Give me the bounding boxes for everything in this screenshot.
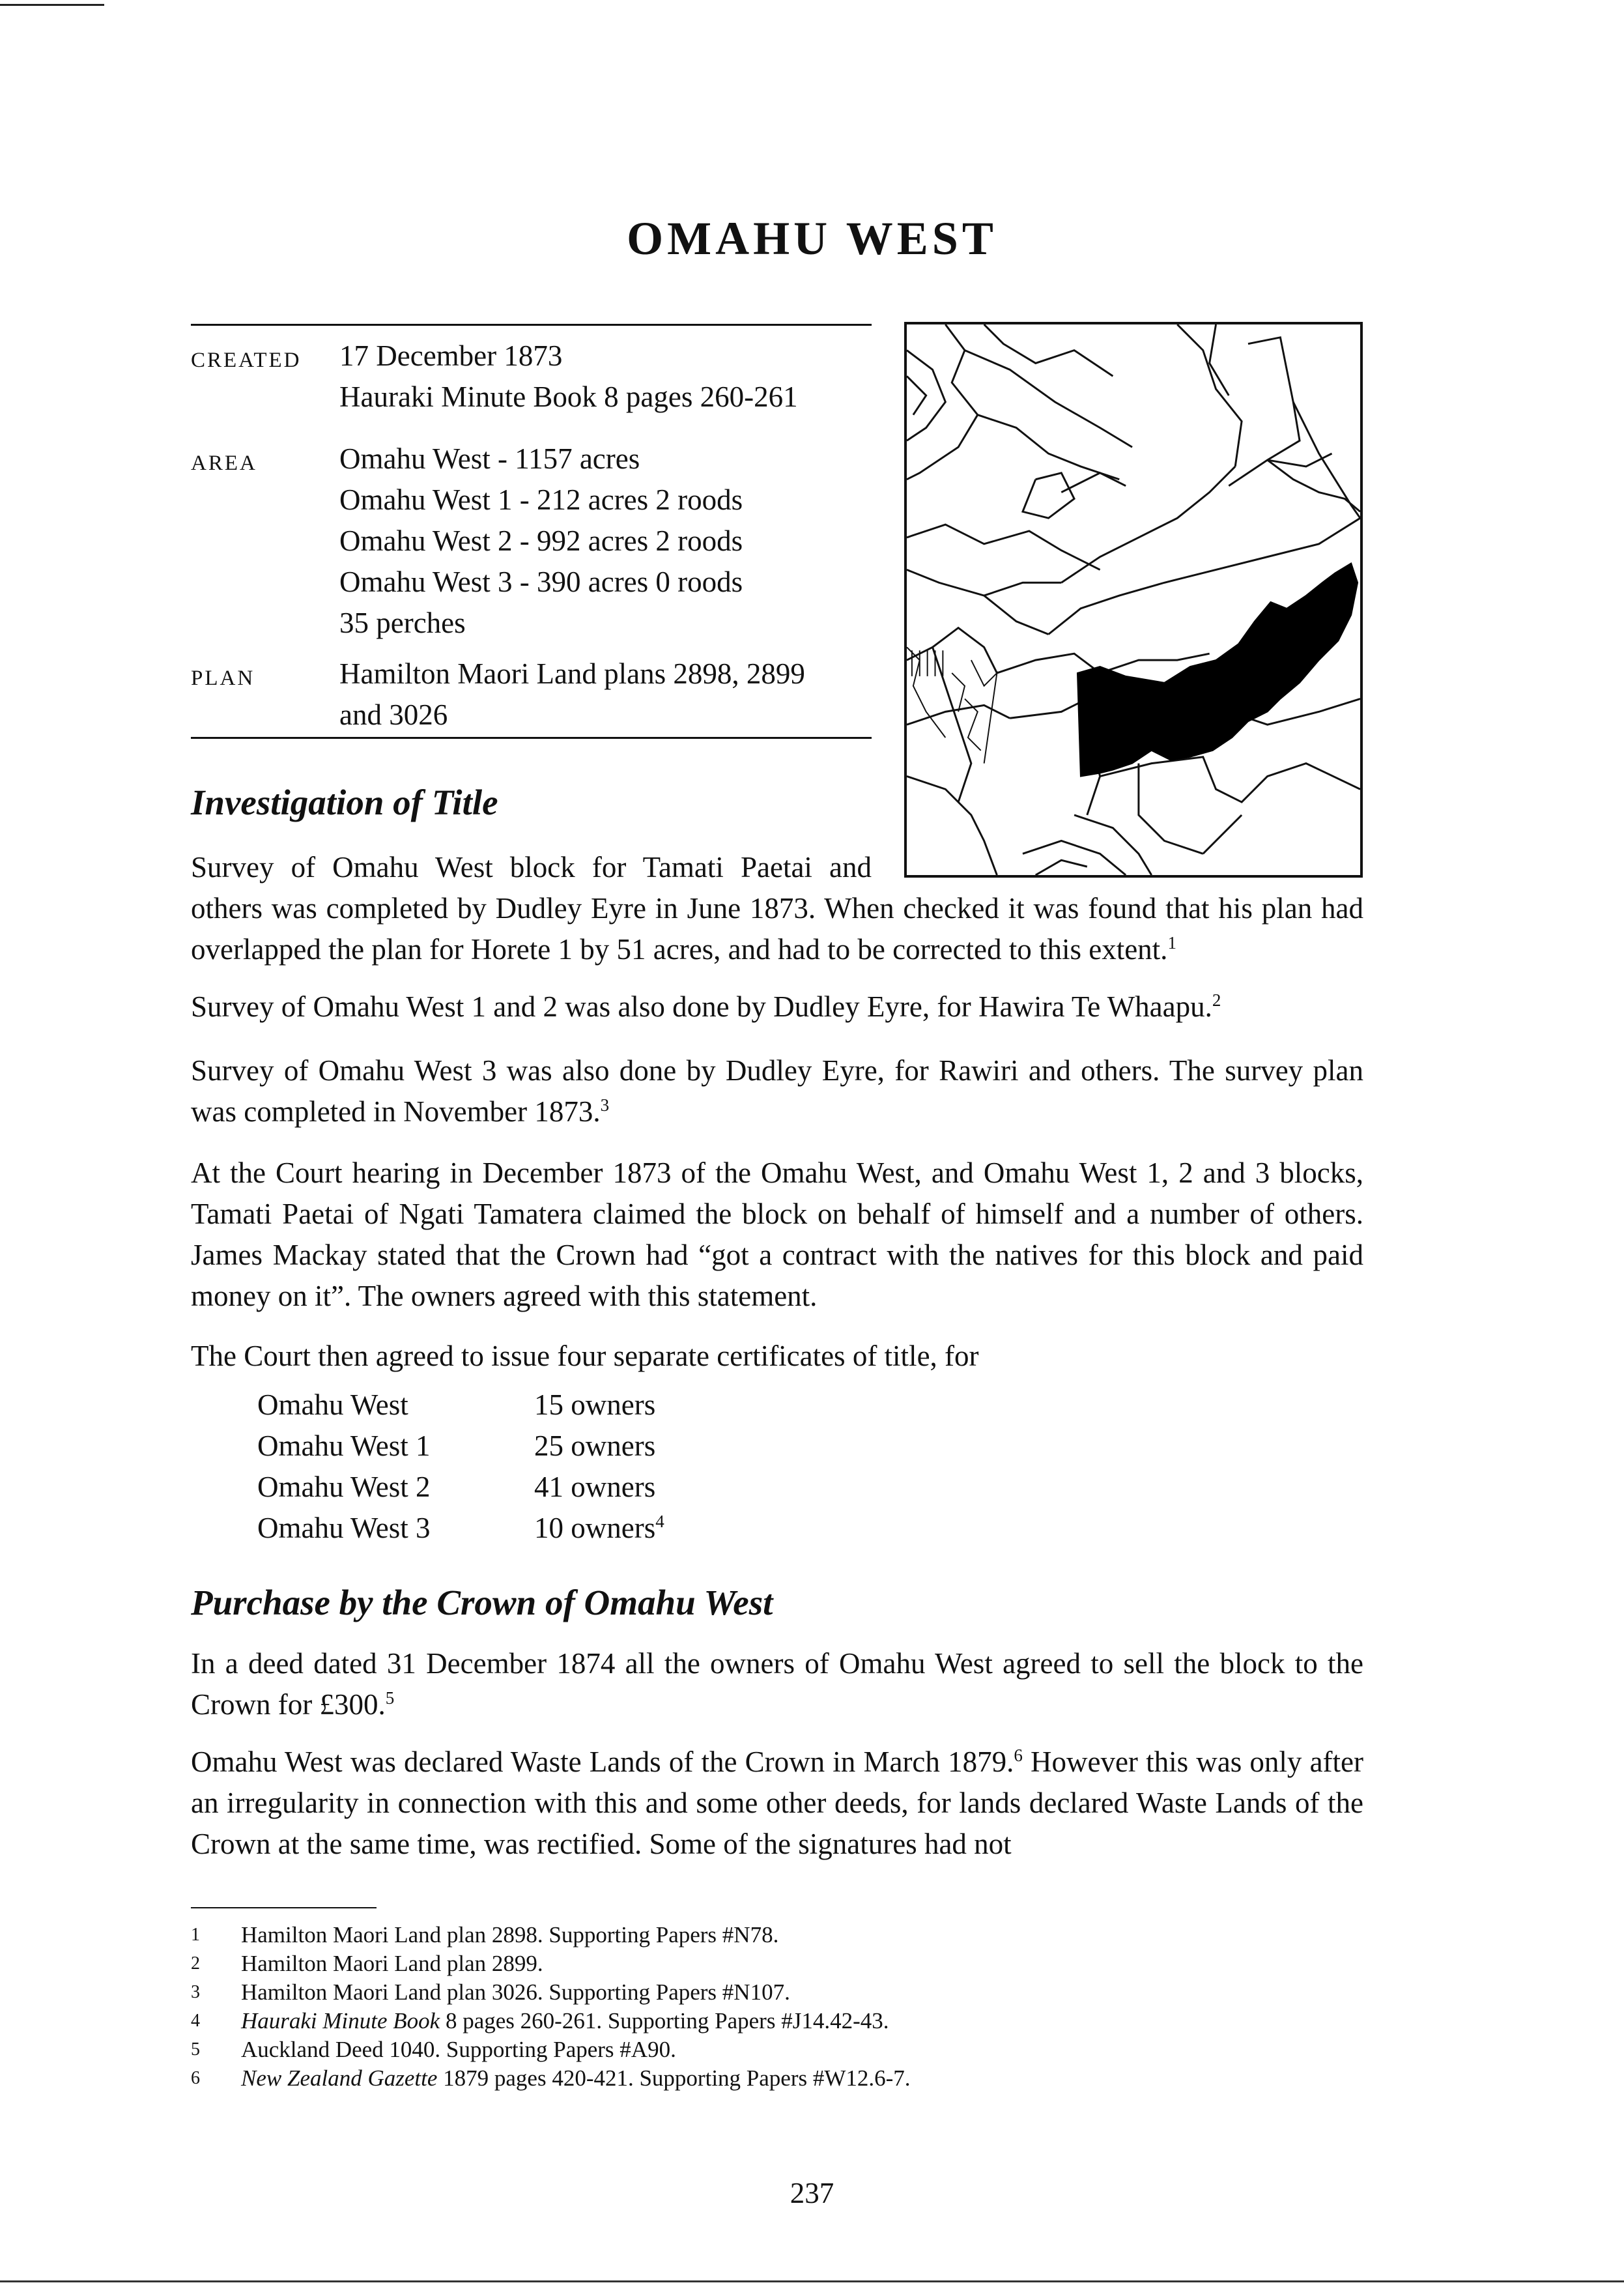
location-map-drawing xyxy=(907,324,1360,875)
footnote-body: Hamilton Maori Land plan 2898. Supporting Papers #N78. xyxy=(241,1922,779,1947)
footnote-body: 8 pages 260-261. Supporting Papers #J14.42-43. xyxy=(440,2008,889,2034)
owners-row xyxy=(257,1467,664,1508)
heading-purchase-by-the-crown: Purchase by the Crown of Omahu West xyxy=(191,1583,773,1622)
footnote xyxy=(191,1949,911,1978)
footnote-italic: New Zealand Gazette xyxy=(241,2065,438,2091)
footnote-ref: 3 xyxy=(600,1095,610,1115)
footnote-italic: Hauraki Minute Book xyxy=(241,2008,440,2034)
owners-row xyxy=(257,1508,664,1549)
scan-edge-line xyxy=(0,2280,1624,2282)
owners-row xyxy=(257,1385,664,1426)
footnote-text xyxy=(241,2035,676,2064)
location-map xyxy=(904,322,1363,878)
owners-row xyxy=(257,1426,664,1467)
area-row xyxy=(191,438,872,654)
footnote-ref: 5 xyxy=(385,1688,395,1708)
scan-edge-line xyxy=(0,4,104,6)
footnote-text xyxy=(241,2064,911,2093)
footnote xyxy=(191,2035,911,2064)
created-values xyxy=(339,336,798,438)
paragraph xyxy=(191,1153,1363,1317)
area-line: 35 perches xyxy=(339,607,466,639)
area-values xyxy=(339,438,743,654)
created-row xyxy=(191,336,872,438)
footnote-number: 4 xyxy=(191,2011,200,2031)
metadata-top-rule xyxy=(191,324,872,326)
footnote-number: 1 xyxy=(191,1925,200,1945)
owners-block: Omahu West 2 xyxy=(257,1471,431,1503)
footnote-rule xyxy=(191,1907,377,1908)
owners-count: 41 owners xyxy=(534,1471,656,1503)
footnote-body: Auckland Deed 1040. Supporting Papers #A90. xyxy=(241,2037,676,2062)
paragraph-text: Omahu West was declared Waste Lands of the Crown in March 1879. xyxy=(191,1746,1014,1778)
owners-count: 25 owners xyxy=(534,1430,656,1462)
area-line: Omahu West 3 - 390 acres 0 roods xyxy=(339,566,743,598)
paragraph-text: others was completed by Dudley Eyre in June 1873. When checked it was found that his plan had overlapped the plan for Horete 1 by 51 acres, and had to be corrected to this extent. xyxy=(191,892,1363,966)
footnote-number: 2 xyxy=(191,1953,200,1974)
plan-label: PLAN xyxy=(191,667,255,690)
owners-list xyxy=(257,1385,664,1549)
footnote-text xyxy=(241,1949,543,1978)
metadata-table xyxy=(191,336,872,736)
created-label: CREATED xyxy=(191,349,302,372)
owners-block: Omahu West 1 xyxy=(257,1430,431,1462)
paragraph xyxy=(191,1643,1363,1725)
owners-block: Omahu West xyxy=(257,1388,408,1421)
created-source: Hauraki Minute Book 8 pages 260-261 xyxy=(339,381,798,413)
owners-count xyxy=(534,1508,664,1549)
plan-values xyxy=(339,654,805,736)
owners-block: Omahu West 3 xyxy=(257,1512,431,1544)
footnote-number: 3 xyxy=(191,1982,200,2002)
footnote-number: 5 xyxy=(191,2039,200,2060)
footnote-body: Hamilton Maori Land plan 2899. xyxy=(241,1951,543,1976)
metadata-bottom-rule xyxy=(191,737,872,739)
area-line: Omahu West - 1157 acres xyxy=(339,442,640,475)
footnote-ref: 6 xyxy=(1014,1746,1023,1765)
plan-row xyxy=(191,654,872,736)
page-title: OMAHU WEST xyxy=(627,212,997,265)
owners-count-text: 10 owners xyxy=(534,1512,656,1544)
paragraph-text: Survey of Omahu West 3 was also done by Dudley Eyre, for Rawiri and others. The survey plan was completed in November 1873. xyxy=(191,1054,1363,1128)
footnote xyxy=(191,2064,911,2093)
area-line: Omahu West 2 - 992 acres 2 roods xyxy=(339,525,743,557)
paragraph xyxy=(191,888,1363,970)
footnote-ref: 1 xyxy=(1167,933,1176,953)
owners-count: 15 owners xyxy=(534,1388,656,1421)
footnote-body: 1879 pages 420-421. Supporting Papers #W12.6-7. xyxy=(437,2065,911,2091)
area-line: Omahu West 1 - 212 acres 2 roods xyxy=(339,483,743,516)
page-number: 237 xyxy=(790,2177,834,2209)
footnote-number: 6 xyxy=(191,2068,200,2088)
paragraph xyxy=(191,1336,1363,1377)
paragraph xyxy=(191,1742,1363,1865)
paragraph-line: Survey of Omahu West block for Tamati Paetai and xyxy=(191,851,872,884)
paragraph xyxy=(191,986,1363,1028)
paragraph-text: At the Court hearing in December 1873 of the Omahu West, and Omahu West 1, 2 and 3 blocks, Tamati Paetai of Ngati Tamatera claimed the block on behalf of himself and a number of others. James Mackay stated that the Crown had “got a contract with the natives for this block and paid money on it”. The owners agreed with this statement. xyxy=(191,1157,1363,1312)
paragraph-text: The Court then agreed to issue four separate certificates of title, for xyxy=(191,1340,979,1372)
footnote-text xyxy=(241,2007,889,2035)
paragraph-text: In a deed dated 31 December 1874 all the owners of Omahu West agreed to sell the block to the Crown for £300. xyxy=(191,1647,1363,1721)
paragraph-text: Survey of Omahu West 1 and 2 was also done by Dudley Eyre, for Hawira Te Whaapu. xyxy=(191,990,1212,1023)
footnote xyxy=(191,1921,911,1949)
heading-investigation-of-title: Investigation of Title xyxy=(191,783,498,822)
footnote xyxy=(191,2007,911,2035)
created-date: 17 December 1873 xyxy=(339,339,563,372)
plan-line: Hamilton Maori Land plans 2898, 2899 xyxy=(339,657,805,690)
map-boundary-lines xyxy=(907,324,1360,875)
footnote-text xyxy=(241,1921,778,1949)
plan-line: and 3026 xyxy=(339,698,448,731)
footnote-body: Hamilton Maori Land plan 3026. Supporting Papers #N107. xyxy=(241,1979,790,2005)
footnote-text xyxy=(241,1978,790,2007)
area-label: AREA xyxy=(191,452,257,475)
footnote xyxy=(191,1978,911,2007)
paragraph xyxy=(191,1050,1363,1132)
paragraph-text: However this was only after an irregularity in connection with this and some other deeds, for lands declared Waste Lands of the Crown at the same time, was rectified. Some of the signatures had not xyxy=(191,1746,1363,1860)
footnotes xyxy=(191,1921,911,2093)
footnote-ref: 2 xyxy=(1212,990,1221,1010)
footnote-ref: 4 xyxy=(655,1512,664,1531)
